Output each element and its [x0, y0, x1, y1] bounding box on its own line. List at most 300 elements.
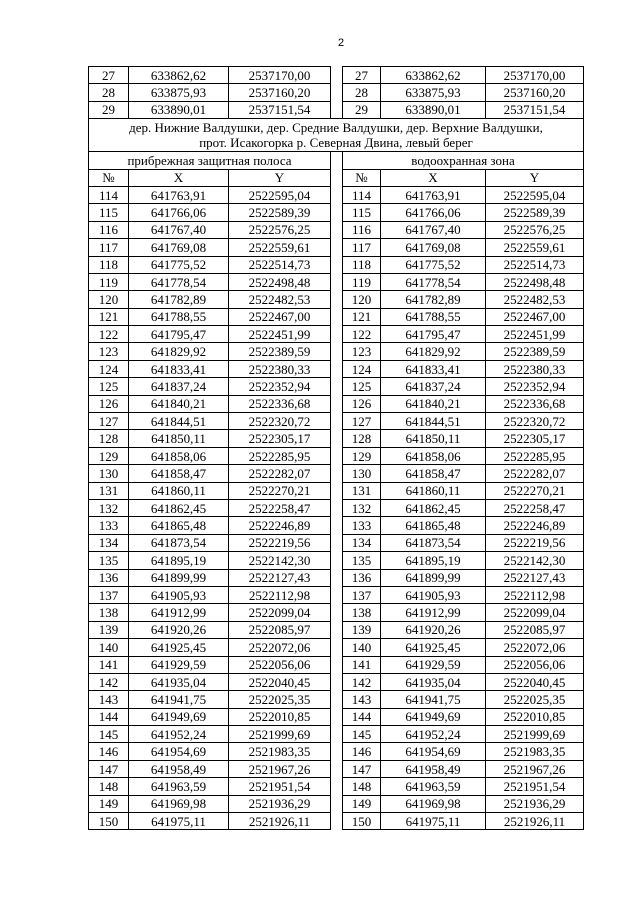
right-x-coordinate-cell: 641873,54: [381, 534, 486, 551]
right-y-coordinate-cell: 2522099,04: [486, 604, 584, 621]
right-x-coordinate-cell: 641905,93: [381, 586, 486, 603]
right-x-coordinate-cell: 641769,08: [381, 239, 486, 256]
right-row-number-cell: 124: [343, 360, 381, 377]
left-x-coordinate-cell: 641860,11: [129, 482, 229, 499]
left-x-coordinate-cell: 641829,92: [129, 343, 229, 360]
right-y-coordinate-cell: 2522320,72: [486, 413, 584, 430]
zone-header-row: [89, 152, 584, 169]
left-x-coordinate-cell: 641905,93: [129, 586, 229, 603]
right-x-coordinate-cell: 641895,19: [381, 552, 486, 569]
left-x-coordinate-cell: 641840,21: [129, 395, 229, 412]
table-row: [89, 326, 584, 343]
table-row: [89, 273, 584, 290]
gap-cell: [331, 569, 343, 586]
left-row-number-cell: 28: [89, 84, 129, 101]
right-y-coordinate-cell: 2522072,06: [486, 639, 584, 656]
table-row: [89, 221, 584, 238]
gap-cell: [331, 795, 343, 812]
coordinates-table: [88, 66, 584, 830]
left-y-coordinate-cell: 2521936,29: [229, 795, 331, 812]
left-row-number-cell: 137: [89, 586, 129, 603]
right-x-coordinate-cell: 641775,52: [381, 256, 486, 273]
left-row-number-cell: 126: [89, 395, 129, 412]
right-x-coordinate-cell: 641850,11: [381, 430, 486, 447]
right-y-coordinate-cell: 2521926,11: [486, 813, 584, 830]
left-y-coordinate-cell: 2522142,30: [229, 552, 331, 569]
continued-rows: [89, 67, 584, 119]
left-row-number-cell: 115: [89, 204, 129, 221]
right-row-number-cell: 140: [343, 639, 381, 656]
table-row: [89, 378, 584, 395]
right-y-coordinate-cell: 2537170,00: [486, 67, 584, 84]
gap-cell: [331, 378, 343, 395]
right-x-coordinate-cell: 641954,69: [381, 743, 486, 760]
right-row-number-cell: 115: [343, 204, 381, 221]
right-row-number-cell: 139: [343, 621, 381, 638]
left-x-coordinate-cell: 641952,24: [129, 726, 229, 743]
gap-cell: [331, 67, 343, 84]
right-y-coordinate-cell: 2522040,45: [486, 673, 584, 690]
left-y-coordinate-cell: 2522595,04: [229, 186, 331, 203]
gap-cell: [331, 360, 343, 377]
right-x-coordinate-cell: 641766,06: [381, 204, 486, 221]
right-row-number-cell: 147: [343, 760, 381, 777]
left-x-coordinate-cell: 641929,59: [129, 656, 229, 673]
left-y-coordinate-cell: 2522085,97: [229, 621, 331, 638]
gap-cell: [331, 726, 343, 743]
table-row: [89, 84, 584, 101]
right-y-coordinate-cell: 2522219,56: [486, 534, 584, 551]
right-x-coordinate-cell: 641952,24: [381, 726, 486, 743]
right-x-coordinate-cell: 641858,47: [381, 465, 486, 482]
right-y-coordinate-cell: 2522451,99: [486, 326, 584, 343]
right-y-coordinate-cell: 2522482,53: [486, 291, 584, 308]
left-y-coordinate-cell: 2522246,89: [229, 517, 331, 534]
section-title-row: [89, 119, 584, 152]
table-row: [89, 395, 584, 412]
right-x-coordinate-cell: 641837,24: [381, 378, 486, 395]
table-row: [89, 569, 584, 586]
left-row-number-cell: 118: [89, 256, 129, 273]
table-row: [89, 413, 584, 430]
right-x-coordinate-cell: 641941,75: [381, 691, 486, 708]
right-x-coordinate-cell: 641778,54: [381, 273, 486, 290]
right-x-header: X: [381, 169, 486, 186]
table-row: [89, 726, 584, 743]
gap-cell: [331, 708, 343, 725]
left-y-coordinate-cell: 2521983,35: [229, 743, 331, 760]
left-row-number-cell: 129: [89, 447, 129, 464]
left-y-coordinate-cell: 2521951,54: [229, 778, 331, 795]
table-row: [89, 343, 584, 360]
left-x-coordinate-cell: 633875,93: [129, 84, 229, 101]
left-y-coordinate-cell: 2521926,11: [229, 813, 331, 830]
left-row-number-cell: 133: [89, 517, 129, 534]
left-y-coordinate-cell: 2522320,72: [229, 413, 331, 430]
table-row: [89, 604, 584, 621]
right-row-number-cell: 29: [343, 101, 381, 118]
table-row: [89, 621, 584, 638]
right-row-number-cell: 132: [343, 499, 381, 516]
right-row-number-cell: 134: [343, 534, 381, 551]
table-row: [89, 204, 584, 221]
table-row: [89, 534, 584, 551]
left-x-coordinate-cell: 641958,49: [129, 760, 229, 777]
gap-cell: [331, 656, 343, 673]
table-row: [89, 256, 584, 273]
right-row-number-cell: 128: [343, 430, 381, 447]
right-y-coordinate-cell: 2537151,54: [486, 101, 584, 118]
gap-cell: [331, 813, 343, 830]
left-x-coordinate-cell: 641775,52: [129, 256, 229, 273]
table-row: [89, 101, 584, 118]
left-row-number-cell: 122: [89, 326, 129, 343]
right-y-coordinate-cell: 2522258,47: [486, 499, 584, 516]
left-y-coordinate-cell: 2522099,04: [229, 604, 331, 621]
right-y-coordinate-cell: 2522595,04: [486, 186, 584, 203]
left-y-coordinate-cell: 2522219,56: [229, 534, 331, 551]
left-row-number-cell: 145: [89, 726, 129, 743]
left-row-number-cell: 132: [89, 499, 129, 516]
right-x-coordinate-cell: 641975,11: [381, 813, 486, 830]
left-x-coordinate-cell: 641865,48: [129, 517, 229, 534]
left-x-coordinate-cell: 641949,69: [129, 708, 229, 725]
right-y-coordinate-cell: 2522270,21: [486, 482, 584, 499]
right-number-header: №: [343, 169, 381, 186]
gap-cell: [331, 186, 343, 203]
left-x-coordinate-cell: 641912,99: [129, 604, 229, 621]
left-x-coordinate-cell: 641969,98: [129, 795, 229, 812]
right-x-coordinate-cell: 641925,45: [381, 639, 486, 656]
left-y-coordinate-cell: 2522270,21: [229, 482, 331, 499]
left-y-coordinate-cell: 2522127,43: [229, 569, 331, 586]
left-row-number-cell: 149: [89, 795, 129, 812]
page-number: 2: [338, 37, 345, 49]
left-y-coordinate-cell: 2522112,98: [229, 586, 331, 603]
right-y-coordinate-cell: 2522010,85: [486, 708, 584, 725]
gap-cell: [331, 273, 343, 290]
table-row: [89, 447, 584, 464]
gap-cell: [331, 760, 343, 777]
gap-cell: [331, 743, 343, 760]
right-row-number-cell: 116: [343, 221, 381, 238]
right-y-coordinate-cell: 2522336,68: [486, 395, 584, 412]
right-row-number-cell: 126: [343, 395, 381, 412]
section-title: [89, 119, 584, 152]
left-x-header: X: [129, 169, 229, 186]
right-x-coordinate-cell: 641860,11: [381, 482, 486, 499]
water-protection-zone-header: водоохранная зона: [343, 152, 584, 169]
right-row-number-cell: 136: [343, 569, 381, 586]
left-row-number-cell: 114: [89, 186, 129, 203]
left-y-coordinate-cell: 2522056,06: [229, 656, 331, 673]
left-x-coordinate-cell: 641899,99: [129, 569, 229, 586]
table-row: [89, 430, 584, 447]
right-x-coordinate-cell: 641763,91: [381, 186, 486, 203]
left-row-number-cell: 139: [89, 621, 129, 638]
left-y-coordinate-cell: 2522010,85: [229, 708, 331, 725]
table-row: [89, 795, 584, 812]
left-row-number-cell: 138: [89, 604, 129, 621]
left-row-number-cell: 140: [89, 639, 129, 656]
gap-cell: [331, 343, 343, 360]
left-x-coordinate-cell: 641850,11: [129, 430, 229, 447]
left-row-number-cell: 119: [89, 273, 129, 290]
right-y-coordinate-cell: 2537160,20: [486, 84, 584, 101]
left-x-coordinate-cell: 641920,26: [129, 621, 229, 638]
left-number-header: №: [89, 169, 129, 186]
right-y-coordinate-cell: 2521999,69: [486, 726, 584, 743]
right-x-coordinate-cell: 641795,47: [381, 326, 486, 343]
right-row-number-cell: 121: [343, 308, 381, 325]
table-row: [89, 673, 584, 690]
left-row-number-cell: 117: [89, 239, 129, 256]
right-y-coordinate-cell: 2522305,17: [486, 430, 584, 447]
left-x-coordinate-cell: 641795,47: [129, 326, 229, 343]
right-row-number-cell: 133: [343, 517, 381, 534]
table-row: [89, 813, 584, 830]
gap-cell: [331, 534, 343, 551]
left-y-coordinate-cell: 2522072,06: [229, 639, 331, 656]
left-y-header: Y: [229, 169, 331, 186]
table-row: [89, 691, 584, 708]
left-y-coordinate-cell: 2537151,54: [229, 101, 331, 118]
left-x-coordinate-cell: 641873,54: [129, 534, 229, 551]
left-y-coordinate-cell: 2522285,95: [229, 447, 331, 464]
left-x-coordinate-cell: 641858,06: [129, 447, 229, 464]
gap-cell: [331, 499, 343, 516]
gap-cell: [331, 395, 343, 412]
left-x-coordinate-cell: 641844,51: [129, 413, 229, 430]
left-y-coordinate-cell: 2522380,33: [229, 360, 331, 377]
gap-cell: [331, 169, 343, 186]
table-row: [89, 186, 584, 203]
table-row: [89, 552, 584, 569]
right-x-coordinate-cell: 633862,62: [381, 67, 486, 84]
table-row: [89, 760, 584, 777]
right-row-number-cell: 27: [343, 67, 381, 84]
gap-cell: [331, 413, 343, 430]
left-x-coordinate-cell: 633890,01: [129, 101, 229, 118]
left-x-coordinate-cell: 641975,11: [129, 813, 229, 830]
right-y-coordinate-cell: 2522025,35: [486, 691, 584, 708]
left-row-number-cell: 144: [89, 708, 129, 725]
left-y-coordinate-cell: 2522559,61: [229, 239, 331, 256]
right-x-coordinate-cell: 641912,99: [381, 604, 486, 621]
right-row-number-cell: 120: [343, 291, 381, 308]
right-x-coordinate-cell: 641782,89: [381, 291, 486, 308]
left-row-number-cell: 135: [89, 552, 129, 569]
left-x-coordinate-cell: 641788,55: [129, 308, 229, 325]
left-y-coordinate-cell: 2522025,35: [229, 691, 331, 708]
left-row-number-cell: 136: [89, 569, 129, 586]
right-row-number-cell: 122: [343, 326, 381, 343]
right-row-number-cell: 148: [343, 778, 381, 795]
right-x-coordinate-cell: 641865,48: [381, 517, 486, 534]
coordinate-rows: [89, 186, 584, 829]
left-x-coordinate-cell: 641837,24: [129, 378, 229, 395]
gap-cell: [331, 586, 343, 603]
right-row-number-cell: 114: [343, 186, 381, 203]
left-row-number-cell: 125: [89, 378, 129, 395]
table-row: [89, 517, 584, 534]
gap-cell: [331, 552, 343, 569]
right-x-coordinate-cell: 641935,04: [381, 673, 486, 690]
left-x-coordinate-cell: 641766,06: [129, 204, 229, 221]
right-x-coordinate-cell: 641788,55: [381, 308, 486, 325]
right-y-coordinate-cell: 2522282,07: [486, 465, 584, 482]
left-y-coordinate-cell: 2537170,00: [229, 67, 331, 84]
left-row-number-cell: 134: [89, 534, 129, 551]
right-y-coordinate-cell: 2522559,61: [486, 239, 584, 256]
gap-cell: [331, 326, 343, 343]
right-x-coordinate-cell: 641969,98: [381, 795, 486, 812]
section-title-line-1: дер. Нижние Валдушки, дер. Средние Валдушки, дер. Верхние Валдушки,: [129, 120, 543, 136]
left-y-coordinate-cell: 2522576,25: [229, 221, 331, 238]
right-row-number-cell: 141: [343, 656, 381, 673]
table-row: [89, 67, 584, 84]
right-y-header: Y: [486, 169, 584, 186]
right-x-coordinate-cell: 633875,93: [381, 84, 486, 101]
left-y-coordinate-cell: 2522389,59: [229, 343, 331, 360]
left-row-number-cell: 150: [89, 813, 129, 830]
left-y-coordinate-cell: 2522514,73: [229, 256, 331, 273]
left-x-coordinate-cell: 641833,41: [129, 360, 229, 377]
left-x-coordinate-cell: 641963,59: [129, 778, 229, 795]
left-x-coordinate-cell: 641862,45: [129, 499, 229, 516]
left-row-number-cell: 124: [89, 360, 129, 377]
coastal-protection-strip-header: прибрежная защитная полоса: [89, 152, 331, 169]
right-y-coordinate-cell: 2522389,59: [486, 343, 584, 360]
right-x-coordinate-cell: 641949,69: [381, 708, 486, 725]
right-row-number-cell: 142: [343, 673, 381, 690]
right-x-coordinate-cell: 641963,59: [381, 778, 486, 795]
right-y-coordinate-cell: 2521967,26: [486, 760, 584, 777]
right-x-coordinate-cell: 641899,99: [381, 569, 486, 586]
gap-cell: [331, 639, 343, 656]
table-row: [89, 308, 584, 325]
right-row-number-cell: 127: [343, 413, 381, 430]
left-row-number-cell: 147: [89, 760, 129, 777]
gap-cell: [331, 291, 343, 308]
table-row: [89, 291, 584, 308]
right-row-number-cell: 143: [343, 691, 381, 708]
right-row-number-cell: 28: [343, 84, 381, 101]
left-row-number-cell: 131: [89, 482, 129, 499]
right-x-coordinate-cell: 641958,49: [381, 760, 486, 777]
table-row: [89, 708, 584, 725]
gap-cell: [331, 482, 343, 499]
right-row-number-cell: 137: [343, 586, 381, 603]
table-row: [89, 586, 584, 603]
right-x-coordinate-cell: 641829,92: [381, 343, 486, 360]
section-header: [89, 119, 584, 187]
gap-cell: [331, 239, 343, 256]
left-y-coordinate-cell: 2522040,45: [229, 673, 331, 690]
table-row: [89, 743, 584, 760]
left-row-number-cell: 123: [89, 343, 129, 360]
section-title-line-2: прот. Исакогорка р. Северная Двина, левый берег: [199, 135, 473, 151]
left-x-coordinate-cell: 641858,47: [129, 465, 229, 482]
right-y-coordinate-cell: 2522380,33: [486, 360, 584, 377]
left-y-coordinate-cell: 2522498,48: [229, 273, 331, 290]
table-row: [89, 656, 584, 673]
left-y-coordinate-cell: 2522352,94: [229, 378, 331, 395]
left-x-coordinate-cell: 641895,19: [129, 552, 229, 569]
gap-cell: [331, 256, 343, 273]
left-x-coordinate-cell: 641935,04: [129, 673, 229, 690]
right-row-number-cell: 145: [343, 726, 381, 743]
left-y-coordinate-cell: 2537160,20: [229, 84, 331, 101]
right-row-number-cell: 138: [343, 604, 381, 621]
left-x-coordinate-cell: 641778,54: [129, 273, 229, 290]
gap-cell: [331, 447, 343, 464]
right-x-coordinate-cell: 641833,41: [381, 360, 486, 377]
right-row-number-cell: 129: [343, 447, 381, 464]
table-row: [89, 639, 584, 656]
right-row-number-cell: 119: [343, 273, 381, 290]
right-row-number-cell: 150: [343, 813, 381, 830]
table-row: [89, 499, 584, 516]
right-y-coordinate-cell: 2522285,95: [486, 447, 584, 464]
left-row-number-cell: 127: [89, 413, 129, 430]
right-y-coordinate-cell: 2522589,39: [486, 204, 584, 221]
right-y-coordinate-cell: 2522246,89: [486, 517, 584, 534]
gap-cell: [331, 465, 343, 482]
right-x-coordinate-cell: 641858,06: [381, 447, 486, 464]
gap-cell: [331, 691, 343, 708]
left-y-coordinate-cell: 2522589,39: [229, 204, 331, 221]
gap-cell: [331, 221, 343, 238]
right-row-number-cell: 123: [343, 343, 381, 360]
gap-cell: [331, 152, 343, 169]
left-row-number-cell: 130: [89, 465, 129, 482]
right-y-coordinate-cell: 2522056,06: [486, 656, 584, 673]
left-row-number-cell: 142: [89, 673, 129, 690]
gap-cell: [331, 101, 343, 118]
right-row-number-cell: 149: [343, 795, 381, 812]
table-row: [89, 465, 584, 482]
right-y-coordinate-cell: 2522127,43: [486, 569, 584, 586]
left-row-number-cell: 116: [89, 221, 129, 238]
right-row-number-cell: 125: [343, 378, 381, 395]
left-y-coordinate-cell: 2521967,26: [229, 760, 331, 777]
left-row-number-cell: 121: [89, 308, 129, 325]
right-x-coordinate-cell: 633890,01: [381, 101, 486, 118]
right-y-coordinate-cell: 2521983,35: [486, 743, 584, 760]
right-y-coordinate-cell: 2521951,54: [486, 778, 584, 795]
left-x-coordinate-cell: 633862,62: [129, 67, 229, 84]
left-row-number-cell: 27: [89, 67, 129, 84]
left-y-coordinate-cell: 2522467,00: [229, 308, 331, 325]
right-y-coordinate-cell: 2521936,29: [486, 795, 584, 812]
table-row: [89, 778, 584, 795]
gap-cell: [331, 517, 343, 534]
gap-cell: [331, 308, 343, 325]
left-y-coordinate-cell: 2522482,53: [229, 291, 331, 308]
left-y-coordinate-cell: 2522451,99: [229, 326, 331, 343]
left-y-coordinate-cell: 2522305,17: [229, 430, 331, 447]
right-row-number-cell: 146: [343, 743, 381, 760]
right-y-coordinate-cell: 2522514,73: [486, 256, 584, 273]
gap-cell: [331, 604, 343, 621]
right-y-coordinate-cell: 2522576,25: [486, 221, 584, 238]
left-x-coordinate-cell: 641763,91: [129, 186, 229, 203]
gap-cell: [331, 430, 343, 447]
left-y-coordinate-cell: 2522336,68: [229, 395, 331, 412]
gap-cell: [331, 204, 343, 221]
right-row-number-cell: 131: [343, 482, 381, 499]
